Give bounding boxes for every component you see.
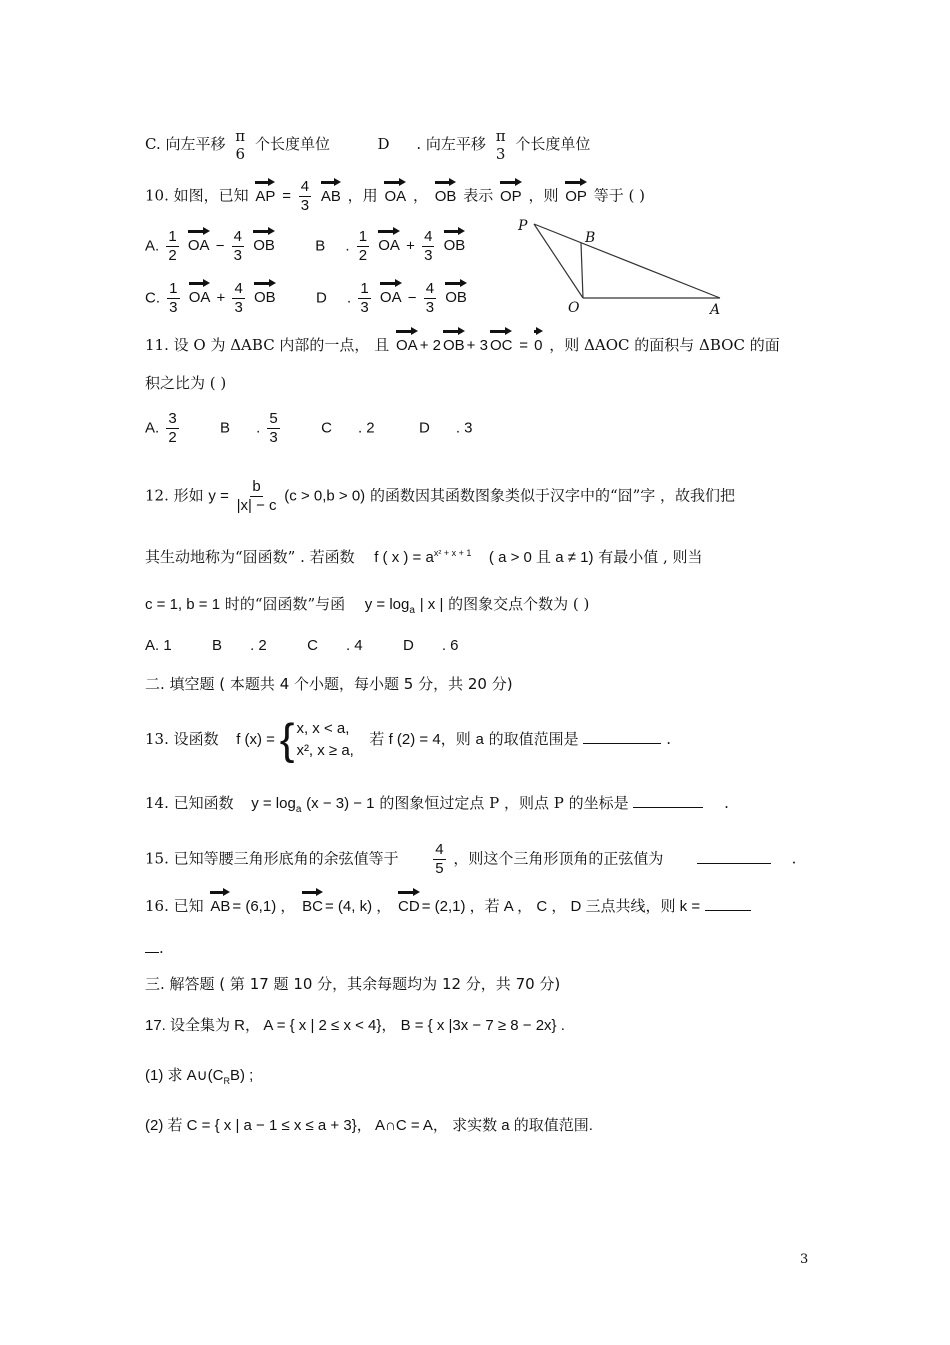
q12-stem-cont: 其生动地称为“囧函数” . 若函数 f ( x ) = $a^{x^2 + x + 1}$ ( a > 0 且 a ≠ 1) 有最小值 , 则当 <box>145 548 703 566</box>
label-b: B <box>585 230 596 246</box>
vector-op: OP <box>500 181 522 207</box>
vector-oa: OA <box>384 181 406 207</box>
label-a: A <box>710 302 721 317</box>
q9-option-c-label: C. <box>145 135 161 153</box>
q10-options-cd: C. $\frac{1}{3}$ OA + $\frac{4}{3}$ OB D . $\frac{1}{3}$ OA − $\frac{4}{3}$ OB <box>145 280 467 316</box>
answer-blank[interactable] <box>705 910 751 911</box>
vector-ob: OB <box>435 181 457 207</box>
q13-stem: 13. 设函数 f (x) = { x, x < a, x², x ≥ a, 若 f (2) = 4，则 a 的取值范围是 . <box>145 715 671 764</box>
q10-options-ab: A. $\frac{1}{2}$ OA − $\frac{4}{3}$ OB B . $\frac{1}{2}$ OA + $\frac{4}{3}$ OB <box>145 228 466 264</box>
answer-blank[interactable] <box>583 743 661 744</box>
answer-blank[interactable] <box>697 863 771 864</box>
vector-ap: AP <box>255 181 275 207</box>
q12-stem: 12. 形如 y = $\frac{b}{|x| - c}$ (c > 0,b > 0) 的函数因其函数图象类似于汉字中的“囧”字 ，故我们把 <box>145 478 736 514</box>
triangle-figure <box>510 212 730 317</box>
answer-blank[interactable] <box>633 807 703 808</box>
label-p: P <box>518 218 528 234</box>
q9-option-d-label: D <box>377 135 390 153</box>
page-number: 3 <box>800 1252 809 1267</box>
q11-stem-cont: 积之比为 ( ) <box>145 374 227 392</box>
label-o: O <box>568 300 580 316</box>
q17-part1: (1) 求 $A\cup(C_RB)$ ; <box>145 1067 254 1086</box>
fraction: $\frac{4}{3}$ <box>300 178 310 214</box>
section-heading-solutions: 三. 解答题 ( 第 17 题 10 分，其余每题均为 12 分，共 70 分) <box>145 975 561 993</box>
fraction: π 6 <box>235 127 246 163</box>
q17-part2: (2) 若 C = { x | a − 1 ≤ x ≤ a + 3}， A∩C = A， 求实数 a 的取值范围. <box>145 1117 593 1134</box>
section-heading-fill-in: 二. 填空题 ( 本题共 4 个小题，每小题 5 分，共 20 分) <box>145 675 513 693</box>
q11-options: A. $\frac{3}{2}$ B . $\frac{5}{3}$ C . 2 D . 3 <box>145 410 473 446</box>
q14-stem: 14. 已知函数 $y = \log_a (x - 3) - 1$ 的图象恒过定点 P ，则点 P 的坐标是 . <box>145 794 729 815</box>
vector-op: OP <box>565 181 587 207</box>
vector-ab: AB <box>321 181 341 207</box>
q11-stem: 11. 设 O 为 ΔABC 内部的一点， 且 OA + 2 OB + 3 OC = 0 ，则 ΔAOC 的面积与 ΔBOC 的面 <box>145 330 780 356</box>
q16-stem-cont: . <box>145 938 164 958</box>
q16-stem: 16. 已知 AB = (6,1) ， BC = (4, k) ， CD = (2,1) ，若 A ， C ， D 三点共线，则 k = <box>145 891 751 917</box>
q12-stem-cont2: c = 1, b = 1 时的“囧函数”与函 $y = \log_a$ | x | 的图象交点个数为 ( ) <box>145 595 590 616</box>
q17-stem: 17. 设全集为 R， A = { x | 2 ≤ x < 4}， B = { x |3x − 7 ≥ 8 − 2x} . <box>145 1017 565 1034</box>
q9-options: C. 向左平移 π 6 个长度单位 D . 向左平移 π 3 个长度单位 <box>145 127 591 163</box>
q10-stem: 10. 如图，已知 AP = $\frac{4}{3}$ AB ，用 OA ， OB 表示 OP ，则 OP 等于 ( ) <box>145 178 645 214</box>
q12-options: A. 1 B . 2 C . 4 D . 6 <box>145 637 459 654</box>
q15-stem: 15. 已知等腰三角形底角的余弦值等于 $\frac{4}{5}$ ，则这个三角形顶角的正弦值为 . <box>145 841 797 877</box>
fraction: π 3 <box>495 127 506 163</box>
